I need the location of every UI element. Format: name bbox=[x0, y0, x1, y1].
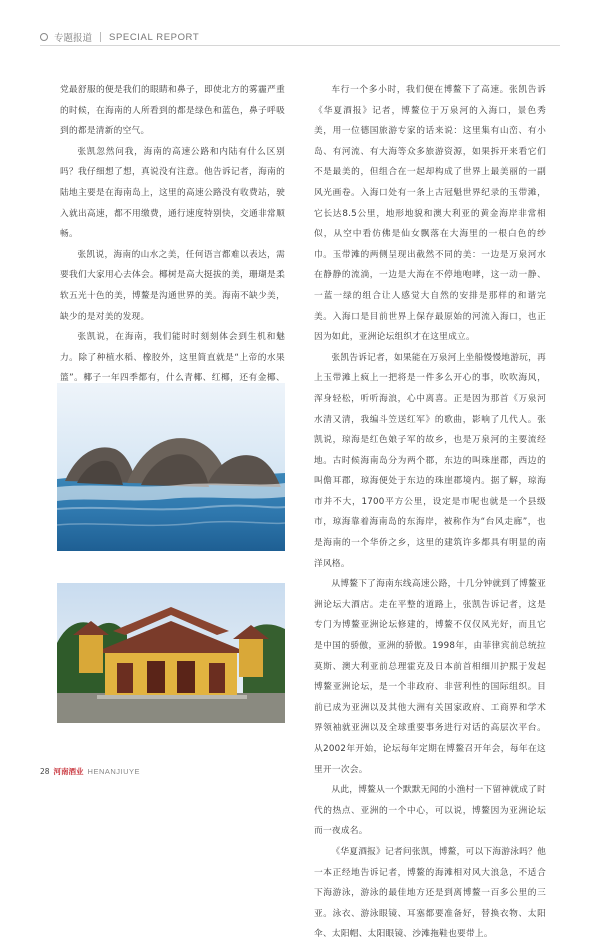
header-rule bbox=[40, 45, 560, 46]
temple-photo bbox=[57, 583, 285, 723]
section-title-en: SPECIAL REPORT bbox=[109, 31, 200, 43]
right-paragraph-5: 《华夏酒报》记者问张凯，博鳌，可以下海游泳吗？他一本正经地告诉记者，博鳌的海滩相对风大浪急，不适合下海游泳，游泳的最佳地方还是到离博鳌一百多公里的三亚。泳衣、游泳眼镜、耳塞都要准备好，替换衣物、太阳伞、太阳帽、太阳眼镜、沙滩拖鞋也要带上。 bbox=[314, 846, 546, 940]
right-paragraph-4: 从此，博鳌从一个默默无闻的小渔村一下留神就成了时代的热点、亚洲的一个中心，可以说，博鳌因为亚洲论坛而一夜成名。 bbox=[314, 785, 546, 837]
right-paragraph-3: 从博鳌下了海南东线高速公路，十几分钟就到了博鳌亚洲论坛大酒店。走在平整的道路上，张凯告诉记者，这是专门为博鳌亚洲论坛修建的，博鳌不仅仅风光好，而且它是中国的骄傲，亚洲的骄傲。1998年，由菲律宾前总统拉莫斯、澳大利亚前总理霍克及日本前首相细川护熙于发起博鳌亚洲论坛，是一个非政府、非营利性的国际组织。目前已成为亚洲以及其他大洲有关国家政府、工商界和学术界领袖就亚洲以及全球重要事务进行对话的高层次平台。从2002年开始，论坛每年定期在博鳌召开年会，每年在这里开一次会。 bbox=[314, 579, 546, 775]
right-paragraph-1: 车行一个多小时，我们便在博鳌下了高速。张凯告诉《华夏酒报》记者，博鳌位于万泉河的入海口，景色秀美，用一位德国旅游专家的话来说：这里集有山峦、有小岛、有河流、有大海等众多旅游资源，如果拆开来看它们不是最美的，但组合在一起却构成了世界上最美丽的一副风光画卷。入海口处有一条上古冠魁世界纪录的玉带滩，它长达8.5公里，地形地貌和澳大利亚的黄金海岸非常相似，从空中看仿佛是仙女飘落在大海里的一根白色的纱巾。玉带滩的两侧呈现出截然不同的美：一边是万泉河水在静静的流淌，一边是大海在不停地咆哮，这一动一静、一蓝一绿的组合让人感觉大自然的安排是那样的和谐完美。入海口是目前世界上保存最原始的河流入海口，也正因为如此，亚洲论坛组织才在这里成立。 bbox=[314, 85, 546, 343]
page-header bbox=[40, 30, 199, 44]
left-paragraph-4: 张凯说，在海南，我们能时时刻刻体会到生机和魅力。除了种植水稻、橡胶外，这里简直就是“上帝的水果篮”。椰子一年四季都有，什么青椰、红椰，还有金椰、 bbox=[60, 332, 285, 384]
magazine-name-en: HENANJIUYE bbox=[87, 767, 141, 776]
section-circle-icon bbox=[40, 33, 48, 41]
seaside-rocks-photo bbox=[57, 383, 285, 551]
header-divider bbox=[100, 32, 101, 42]
temple-illustration bbox=[57, 583, 285, 723]
left-paragraph-3: 张凯说，海南的山水之美，任何语言都难以表达，需要我们大家用心去体会。椰树是高大挺拔的美，珊瑚是柔软五光十色的美，博鳌是沟通世界的美。海南不缺少美，缺少的是对美的发现。 bbox=[60, 249, 285, 322]
left-paragraph-1: 党最舒服的便是我们的眼睛和鼻子，即使北方的雾霾严重的时候，在海南的人所看到的都是绿色和蓝色，鼻子呼吸到的都是清新的空气。 bbox=[60, 85, 285, 137]
right-column bbox=[314, 80, 546, 945]
page-number: 28 bbox=[40, 767, 50, 776]
left-paragraph-2: 张凯忽然问我，海南的高速公路和内陆有什么区别吗？我仔细想了想，真说没有注意。他告诉记者，海南的陆地主要是在海南岛上，这里的高速公路没有收费站，驶入就出高速，都不用缴费，通行速度特别快，交通非常顺畅。 bbox=[60, 146, 285, 240]
seaside-rocks-illustration bbox=[57, 383, 285, 551]
right-paragraph-2: 张凯告诉记者，如果能在万泉河上坐船慢慢地游玩，再上玉带滩上疯上一把将是一件多么开心的事，吹吹海风，浑身轻松，听听海浪，心中离喜。正是因为那首《万泉河水清又清，我编斗笠送红军》的歌曲，影响了几代人。张凯说，琼海是红色娘子军的故乡，也是万泉河的主要流经地。古时候海南岛分为两个郡，东边的叫珠崖郡，西边的叫儋耳郡，琼海便处于东边的珠崖郡境内。据了解，琼海市并不大，1700平方公里，设定是市呢也就是一个县级市，琼海靠着海南岛的东海岸，被称作为“台风走廊”，也是海南的一个华侨之乡，这里的建筑许多都具有明显的南洋风格。 bbox=[314, 352, 546, 569]
page-footer bbox=[40, 766, 140, 777]
magazine-name: 河南酒业 bbox=[53, 767, 84, 776]
section-title-cn: 专题报道 bbox=[54, 33, 93, 44]
